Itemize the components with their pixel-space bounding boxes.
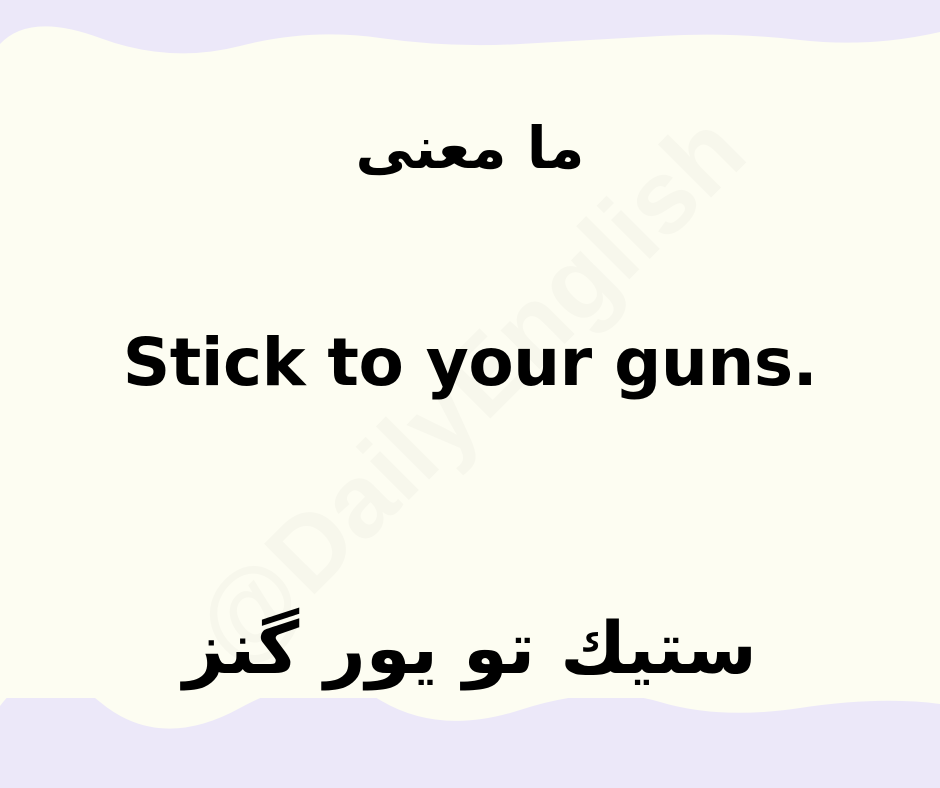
question-heading: ما معنى: [355, 114, 585, 182]
bottom-wave-shape: [0, 698, 940, 788]
bottom-wave-border: [0, 698, 940, 788]
top-wave-border: [0, 0, 940, 60]
top-wave-shape: [0, 0, 940, 53]
english-phrase: Stick to your guns.: [122, 324, 818, 401]
arabic-transliteration: ستيك تو يور گنز: [183, 606, 757, 690]
